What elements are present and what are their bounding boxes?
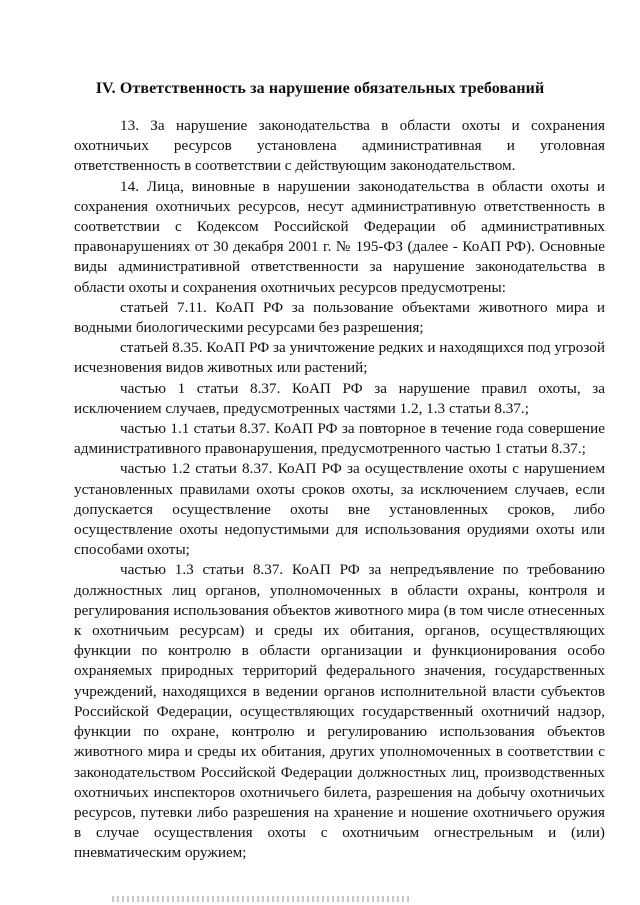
list-item-article-8-37-part-1-1: частью 1.1 статьи 8.37. КоАП РФ за повторное в течение года совершение административного правонарушения, предусмотренного частью 1 статьи 8.37.; [74, 420, 605, 458]
paragraph-14: 14. Лица, виновные в нарушении законодательства в области охоты и сохранения охотничьих ресурсов, несут административную ответственность в соответствии с Кодексом Российской Федерации об административных правонарушениях от 30 декабря 2001 г. № 195-ФЗ (далее - КоАП РФ). Основные виды административной ответственности за нарушение законодательства в области охоты и сохранения охотничьих ресурсов предусмотрены: [74, 177, 605, 296]
list-item-article-8-37-part-1-2: частью 1.2 статьи 8.37. КоАП РФ за осуществление охоты с нарушением установленных правилами охоты сроков охоты, за исключением случаев, если допускается осуществление охоты вне установленных сроков, либо осуществление охоты недопустимыми для использования орудиями охоты или способами охоты; [74, 460, 605, 559]
list-item-article-8-37-part-1: частью 1 статьи 8.37. КоАП РФ за нарушение правил охоты, за исключением случаев, предусмотренных частями 1.2, 1.3 статьи 8.37.; [74, 379, 605, 417]
section-heading: IV. Ответственность за нарушение обязательных требований [95, 80, 545, 97]
list-item-article-8-35: статьей 8.35. КоАП РФ за уничтожение редких и находящихся под угрозой исчезновения видов животных или растений; [74, 339, 605, 377]
scan-artifact [112, 896, 412, 902]
list-item-article-7-11: статьей 7.11. КоАП РФ за пользование объектами животного мира и водными биологическими ресурсами без разрешения; [74, 298, 605, 337]
list-item-article-8-37-part-1-3: частью 1.3 статьи 8.37. КоАП РФ за непредъявление по требованию должностных лиц органов, уполномоченных в области охраны, контроля и регулирования использования объектов животного мира (в том числе отнесенных к охотничьим ресурсам) и среды их обитания, органов, осуществляющих функции по контролю в области организации и функционирования особо охраняемых природных территорий федерального значения, государственных учреждений, находящихся в ведении органов исполнительной власти субъектов Российской Федерации, осуществляющих государственный охотничий надзор, функции по охране, контролю и регулированию использования объектов животного мира и среды их обитания, других уполномоченных в соответствии с законодательством Российской Федерации должностных лиц, производственных охотничьих инспекторов охотничьего билета, разрешения на добычу охотничьих ресурсов, путевки либо разрешения на хранение и ношение охотничьего оружия в случае осуществления охоты с охотничьим огнестрельным и (или) пневматическим оружием; [74, 561, 605, 862]
paragraph-13: 13. За нарушение законодательства в области охоты и сохранения охотничьих ресурсов установлена административная и уголовная ответственность в соответствии с действующим законодательством. [74, 117, 605, 175]
document-body [74, 116, 605, 864]
